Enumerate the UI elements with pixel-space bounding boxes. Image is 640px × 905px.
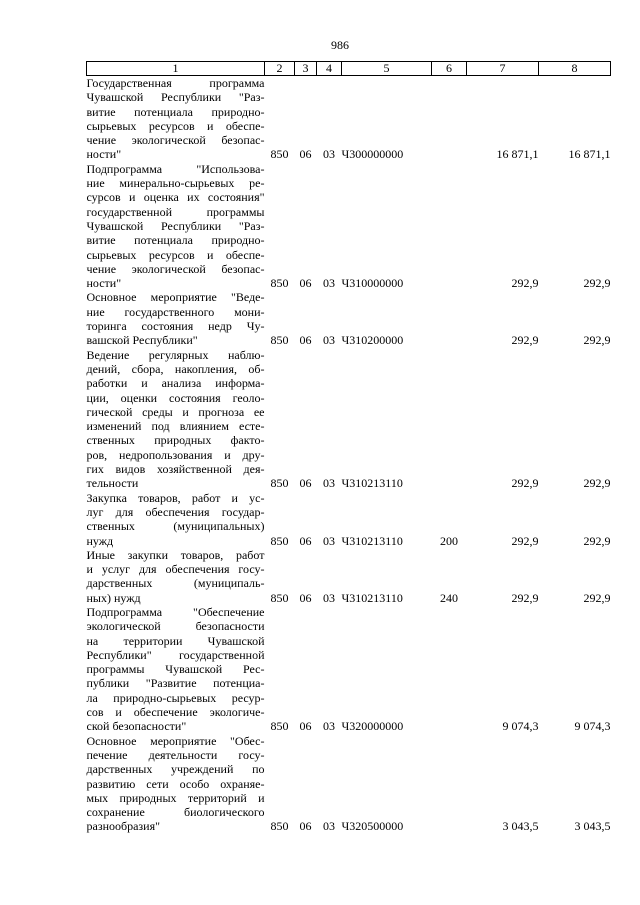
header-cell: 1 xyxy=(87,62,265,76)
description-line: ской безопасности" xyxy=(86,719,187,734)
description-line: тельности xyxy=(86,476,139,491)
description-line: изменений под влиянием есте- xyxy=(86,419,265,434)
header-cell: 6 xyxy=(432,62,467,76)
header-row xyxy=(87,62,611,76)
table-row xyxy=(87,548,611,605)
description-line: государственной программы xyxy=(86,204,265,219)
row-description xyxy=(87,734,265,834)
cell-subsection: 03 xyxy=(323,476,335,491)
cell-amount: 292,9 xyxy=(511,476,539,491)
description-line: витие потенциала природно- xyxy=(86,233,265,248)
cell-expense-type xyxy=(432,290,467,347)
cell-subsection: 03 xyxy=(323,147,335,162)
description-line: Республики" государственной xyxy=(86,647,265,662)
cell-target-article: Ч310213110 xyxy=(341,590,403,605)
cell-amount: 3 043,5 xyxy=(502,819,539,834)
cell-amount-total: 292,9 xyxy=(583,590,611,605)
description-line: сов и обеспечение экологиче- xyxy=(86,705,265,720)
description-line: публики "Развитие потенциа- xyxy=(86,676,265,691)
cell-admin-code: 850 xyxy=(270,476,289,491)
cell-target-article: Ч310200000 xyxy=(341,333,404,348)
cell-subsection: 03 xyxy=(323,533,335,548)
cell-section: 06 xyxy=(299,333,312,348)
cell-expense-type xyxy=(432,76,467,162)
cell-expense-type xyxy=(432,605,467,734)
description-line: сырьевых ресурсов и обеспе- xyxy=(86,118,265,133)
cell-subsection: 03 xyxy=(323,590,335,605)
description-line: на территории Чувашской xyxy=(86,633,265,648)
description-line: Чувашской Республики "Раз- xyxy=(86,90,265,105)
cell-section: 06 xyxy=(299,533,312,548)
cell-subsection: 03 xyxy=(323,719,335,734)
cell-expense-type: 240 xyxy=(440,590,458,605)
cell-section: 06 xyxy=(299,719,312,734)
cell-amount-total: 16 871,1 xyxy=(568,147,611,162)
header-cell: 2 xyxy=(265,62,295,76)
cell-section: 06 xyxy=(299,147,312,162)
cell-target-article: Ч310213110 xyxy=(341,533,403,548)
description-line: ности" xyxy=(86,276,122,291)
description-line: работки и анализа информа- xyxy=(86,376,265,391)
description-line: развитию сети особо охраняе- xyxy=(86,776,265,791)
header-cell: 4 xyxy=(317,62,342,76)
cell-section: 06 xyxy=(299,276,312,291)
description-line: ние государственного мони- xyxy=(86,304,265,319)
cell-target-article: Ч310000000 xyxy=(341,276,404,291)
cell-subsection: 03 xyxy=(323,819,335,834)
description-line: дений, сбора, накопления, об- xyxy=(86,361,265,376)
table-row xyxy=(87,605,611,734)
cell-amount: 292,9 xyxy=(511,333,539,348)
row-description xyxy=(87,162,265,291)
cell-admin-code: 850 xyxy=(270,533,289,548)
cell-admin-code: 850 xyxy=(270,333,289,348)
table-row xyxy=(87,734,611,834)
description-line: экологической безопасности xyxy=(86,619,265,634)
description-line: Основное мероприятие "Обес- xyxy=(86,733,265,748)
cell-subsection: 03 xyxy=(323,333,335,348)
description-line: вашской Республики" xyxy=(86,333,198,348)
description-line: программы Чувашской Рес- xyxy=(86,662,265,677)
cell-amount: 292,9 xyxy=(511,533,539,548)
table-row xyxy=(87,491,611,548)
cell-target-article: Ч320500000 xyxy=(341,819,404,834)
cell-amount-total: 292,9 xyxy=(583,276,611,291)
description-line: ров, недропользования и дру- xyxy=(86,447,265,462)
row-description xyxy=(87,76,265,162)
description-line: и услуг для обеспечения госу- xyxy=(86,562,265,577)
description-line: ние минерально-сырьевых ре- xyxy=(86,176,265,191)
cell-admin-code: 850 xyxy=(270,590,289,605)
description-line: Основное мероприятие "Веде- xyxy=(86,290,265,305)
header-cell: 8 xyxy=(539,62,611,76)
cell-amount-total: 292,9 xyxy=(583,333,611,348)
description-line: печение деятельности госу- xyxy=(86,747,265,762)
cell-expense-type xyxy=(432,162,467,291)
page-number: 986 xyxy=(331,38,349,52)
cell-expense-type: 200 xyxy=(440,533,458,548)
description-line: витие потенциала природно- xyxy=(86,104,265,119)
row-description xyxy=(87,605,265,734)
cell-section: 06 xyxy=(299,590,312,605)
table-row xyxy=(87,348,611,491)
cell-amount: 292,9 xyxy=(511,590,539,605)
description-line: Закупка товаров, работ и ус- xyxy=(86,490,265,505)
description-line: гической среды и прогноза ее xyxy=(86,404,265,419)
cell-admin-code: 850 xyxy=(270,719,289,734)
description-line: дарственных учреждений по xyxy=(86,762,265,777)
description-line: дарственных (муниципаль- xyxy=(86,576,265,591)
description-line: ности" xyxy=(86,147,122,162)
row-description xyxy=(87,290,265,347)
description-line: гих видов хозяйственной дея- xyxy=(86,462,265,477)
cell-amount-total: 3 043,5 xyxy=(574,819,611,834)
budget-table xyxy=(86,61,611,834)
cell-target-article: Ч300000000 xyxy=(341,147,404,162)
cell-expense-type xyxy=(432,348,467,491)
description-line: сохранение биологического xyxy=(86,805,265,820)
cell-admin-code: 850 xyxy=(270,276,289,291)
description-line: ции, оценки состояния геоло- xyxy=(86,390,265,405)
description-line: Подпрограмма "Использова- xyxy=(86,161,265,176)
table-row xyxy=(87,76,611,162)
table-row xyxy=(87,162,611,291)
table-row xyxy=(87,290,611,347)
description-line: сурсов и оценка их состояния" xyxy=(86,190,265,205)
description-line: ственных природных факто- xyxy=(86,433,265,448)
description-line: Чувашской Республики "Раз- xyxy=(86,218,265,233)
cell-admin-code: 850 xyxy=(270,819,289,834)
description-line: Иные закупки товаров, работ xyxy=(86,547,265,562)
cell-target-article: Ч320000000 xyxy=(341,719,404,734)
row-description xyxy=(87,348,265,491)
row-description xyxy=(87,548,265,605)
description-line: чение экологической безопас- xyxy=(86,261,265,276)
description-line: Ведение регулярных наблю- xyxy=(86,347,265,362)
description-line: ственных (муниципальных) xyxy=(86,519,265,534)
description-line: Подпрограмма "Обеспечение xyxy=(86,604,265,619)
description-line: сырьевых ресурсов и обеспе- xyxy=(86,247,265,262)
cell-section: 06 xyxy=(299,819,312,834)
description-line: торинга состояния недр Чу- xyxy=(86,319,265,334)
cell-subsection: 03 xyxy=(323,276,335,291)
cell-amount: 292,9 xyxy=(511,276,539,291)
row-description xyxy=(87,491,265,548)
description-line: разнообразия" xyxy=(86,819,160,834)
description-line: мых природных территорий и xyxy=(86,790,265,805)
description-line: ных) нужд xyxy=(86,590,141,605)
description-line: нужд xyxy=(86,533,114,548)
cell-amount-total: 292,9 xyxy=(583,476,611,491)
cell-admin-code: 850 xyxy=(270,147,289,162)
cell-amount-total: 9 074,3 xyxy=(574,719,611,734)
cell-amount: 16 871,1 xyxy=(496,147,539,162)
description-line: Государственная программа xyxy=(86,76,265,90)
cell-section: 06 xyxy=(299,476,312,491)
cell-target-article: Ч310213110 xyxy=(341,476,403,491)
cell-expense-type xyxy=(432,734,467,834)
description-line: чение экологической безопас- xyxy=(86,133,265,148)
cell-amount-total: 292,9 xyxy=(583,533,611,548)
header-cell: 5 xyxy=(342,62,432,76)
cell-amount: 9 074,3 xyxy=(502,719,539,734)
header-cell: 7 xyxy=(467,62,539,76)
description-line: луг для обеспечения государ- xyxy=(86,504,265,519)
header-cell: 3 xyxy=(295,62,317,76)
description-line: ла природно-сырьевых ресур- xyxy=(86,690,265,705)
